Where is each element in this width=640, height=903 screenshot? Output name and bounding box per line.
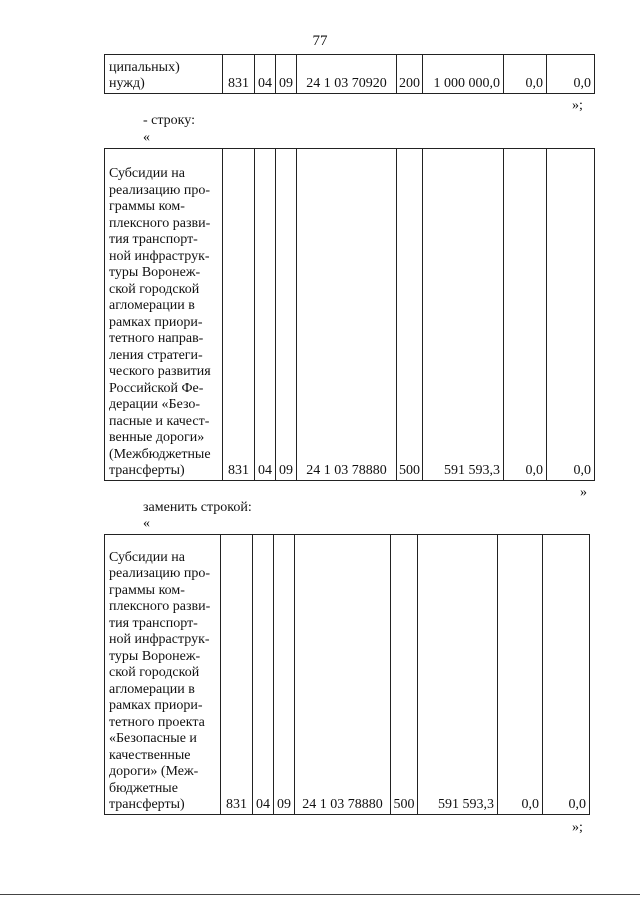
opening-quote: «: [143, 516, 150, 531]
table-row: [105, 535, 590, 815]
amount-2-cell: 0,0: [498, 535, 543, 815]
ministry-code-cell: 831: [223, 55, 255, 94]
row-name-cell: Субсидии на реализацию про- граммы ком- плексного разви- тия транспорт- ной инфраструк- туры Воронеж- ской городской агломерации в рамках приори- тетного проекта «Безопасные и качественные дороги» (Меж- бюджетные трансферты): [105, 535, 221, 815]
amount-3-cell: 0,0: [547, 149, 595, 481]
subsection-code-cell: 09: [276, 55, 297, 94]
target-article-cell: 24 1 03 78880: [297, 149, 397, 481]
closing-quote: »: [580, 485, 587, 500]
ministry-code-cell: 831: [223, 149, 255, 481]
instruction-text: - строку:: [143, 113, 195, 128]
expense-type-cell: 200: [397, 55, 423, 94]
row-name-cell: Субсидии на реализацию про- граммы ком- плексного разви- тия транспорт- ной инфраструк- туры Воронеж- ской городской агломерации в рамках приори- тетного направ- ления стратеги- ческого развития Российской Фе- дерации «Безо- пасные и качест- венные дороги» (Межбюджетные трансферты): [105, 149, 223, 481]
amount-1-cell: 591 593,3: [423, 149, 504, 481]
amount-1-cell: 591 593,3: [418, 535, 498, 815]
section-code-cell: 04: [255, 149, 276, 481]
section-code-cell: 04: [255, 55, 276, 94]
amount-1-cell: 1 000 000,0: [423, 55, 504, 94]
table-row: [105, 149, 595, 481]
ministry-code-cell: 831: [221, 535, 253, 815]
target-article-cell: 24 1 03 78880: [295, 535, 391, 815]
budget-table-previous-row: [104, 54, 595, 94]
page-number: 77: [312, 33, 328, 49]
target-article-cell: 24 1 03 70920: [297, 55, 397, 94]
closing-quote: »;: [572, 98, 583, 113]
section-code-cell: 04: [253, 535, 274, 815]
amount-2-cell: 0,0: [504, 55, 547, 94]
budget-table-old-row: [104, 148, 595, 481]
closing-quote: »;: [572, 820, 583, 835]
amount-2-cell: 0,0: [504, 149, 547, 481]
budget-table-new-row: [104, 534, 590, 815]
amount-3-cell: 0,0: [547, 55, 595, 94]
row-name-cell: ципальных) нужд): [105, 55, 223, 94]
instruction-text: заменить строкой:: [143, 500, 252, 515]
expense-type-cell: 500: [391, 535, 418, 815]
amount-3-cell: 0,0: [543, 535, 590, 815]
table-row: [105, 55, 595, 94]
subsection-code-cell: 09: [276, 149, 297, 481]
opening-quote: «: [143, 130, 150, 145]
page-bottom-rule: [0, 894, 640, 895]
subsection-code-cell: 09: [274, 535, 295, 815]
expense-type-cell: 500: [397, 149, 423, 481]
